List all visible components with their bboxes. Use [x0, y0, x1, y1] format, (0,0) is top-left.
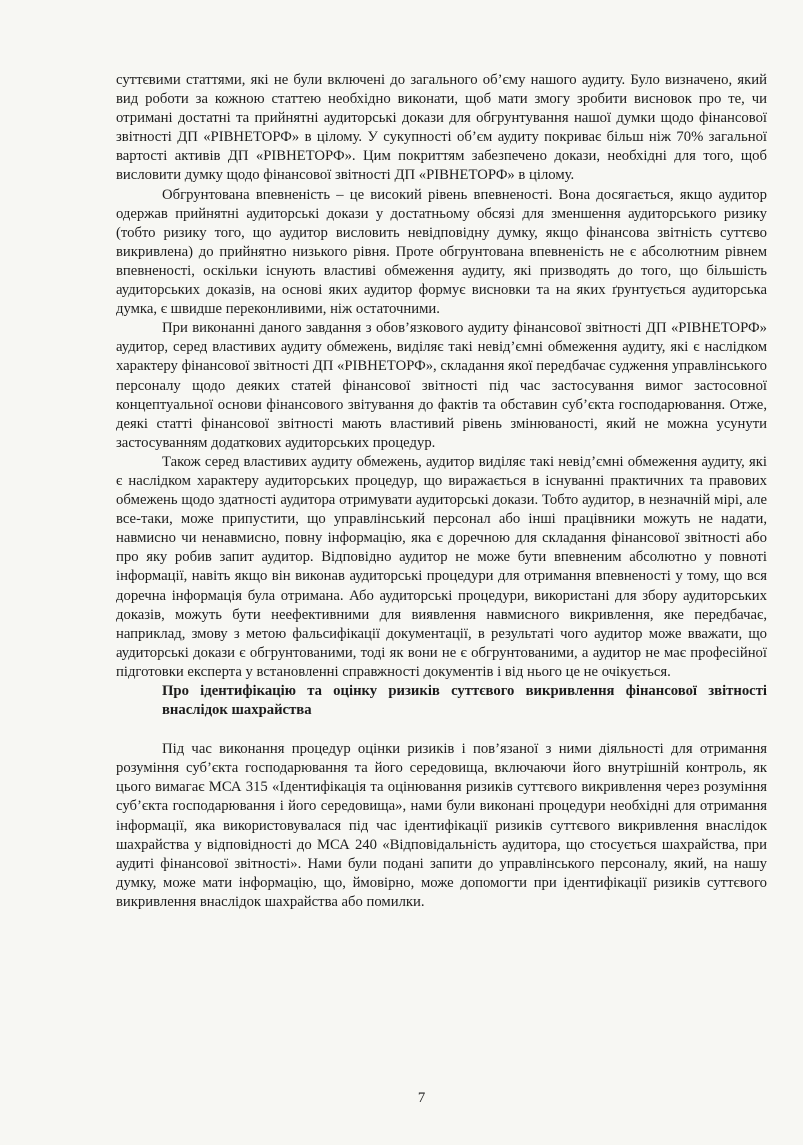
- paragraph-inherent-limitations-reporting: При виконанні даного завдання з обов’язкового аудиту фінансової звітності ДП «РІВНЕТОРФ» аудитор, серед властивих аудиту обмежень, виділяє такі невід’ємні обмеження аудиту, які є наслідком характеру фінансової звітності ДП «РІВНЕТОРФ», складання якої передбачає судження управлінського персоналу щодо деяких статей фінансової звітності під час застосування вимог застосовної концептуальної основи фінансового звітування до фактів та обставин суб’єкта господарювання. Отже, деякі статті фінансової звітності мають властивий рівень змінюваності, який не можна усунути застосуванням додаткових аудиторських процедур.: [116, 320, 767, 451]
- paragraph-risk-assessment: Під час виконання процедур оцінки ризиків і пов’язаної з ними діяльності для отримання розуміння суб’єкта господарювання та його середовища, включаючи його внутрішній контроль, як цього вимагає МСА 315 «Ідентифікація та оцінювання ризиків суттєвого викривлення через розуміння суб’єкта господарювання і його середовища», нами були виконані процедури необхідні для отримання інформації, яка використовувалася під час ідентифікації ризиків суттєвого викривлення внаслідок шахрайства у відповідності до МСА 240 «Відповідальність аудитора, що стосується шахрайства, при аудиті фінансової звітності». Нами були подані запити до управлінського персоналу, який, на нашу думку, може мати інформацію, що, ймовірно, може допомогти при ідентифікації ризиків суттєвого викривлення внаслідок шахрайства або помилки.: [116, 741, 767, 910]
- paragraph-inherent-limitations-procedures: Також серед властивих аудиту обмежень, аудитор виділяє такі невід’ємні обмеження аудиту, які є наслідком характеру аудиторських процедур, що виражається в існуванні практичних та правових обмежень щодо здатності аудитора отримувати аудиторські докази. Тобто аудитор, в незначній мірі, але все-таки, може припустити, що управлінський персонал або інші працівники можуть не надати, навмисно чи ненавмисно, повну інформацію, яка є доречною для складання фінансової звітності або про яку робив запит аудитор. Відповідно аудитор не може бути впевненим абсолютно у повноті інформації, навіть якщо він виконав аудиторські процедури для отримання впевненості у тому, що вся доречна інформація була отримана. Або аудиторські процедури, використані для збору аудиторських доказів, можуть бути неефективними для виявлення навмисного викривлення, яке передбачає, наприклад, змову з метою фальсифікації документації, в результаті чого аудитор може вважати, що аудиторські докази є обгрунтованими, тоді як вони не є обгрунтованими, а аудитор не має професійної підготовки експерта у встановленні справжності документів і від нього це не очікується.: [116, 453, 767, 680]
- section-heading-fraud-risks: Про ідентифікацію та оцінку ризиків суттєвого викривлення фінансової звітності внаслідок шахрайства: [162, 683, 767, 719]
- document-body: [116, 71, 767, 912]
- page-number: 7: [417, 1090, 426, 1106]
- paragraph-reasonable-assurance: Обгрунтована впевненість – це високий рівень впевненості. Вона досягається, якщо аудитор одержав прийнятні аудиторські докази у достатньому обсязі для зменшення аудиторського ризику (тобто ризику того, що аудитор висловить невідповідну думку, якщо фінансова звітність суттєво викривлена) до прийнятно низького рівня. Проте обгрунтована впевненість не є абсолютним рівнем впевненості, оскільки існують властиві обмеження аудиту, які призводять до того, що більшість аудиторських доказів, на основі яких аудитор формує висновки та на яких ґрунтується аудиторська думка, є швидше переконливими, ніж остаточними.: [116, 186, 767, 318]
- paragraph-continuation: суттєвими статтями, які не були включені до загального об’єму нашого аудиту. Було визначено, який вид роботи за кожною статтею необхідно виконати, щоб мати змогу зробити висновок про те, чи отримані достатні та прийнятні аудиторські докази для обгрунтування нашої думки щодо фінансової звітності ДП «РІВНЕТОРФ» в цілому. У сукупності об’єм аудиту покриває більш ніж 70% загальної вартості активів ДП «РІВНЕТОРФ». Цим покриттям забезпечено докази, необхідні для того, щоб висловити думку щодо фінансової звітності ДП «РІВНЕТОРФ» в цілому.: [116, 72, 767, 184]
